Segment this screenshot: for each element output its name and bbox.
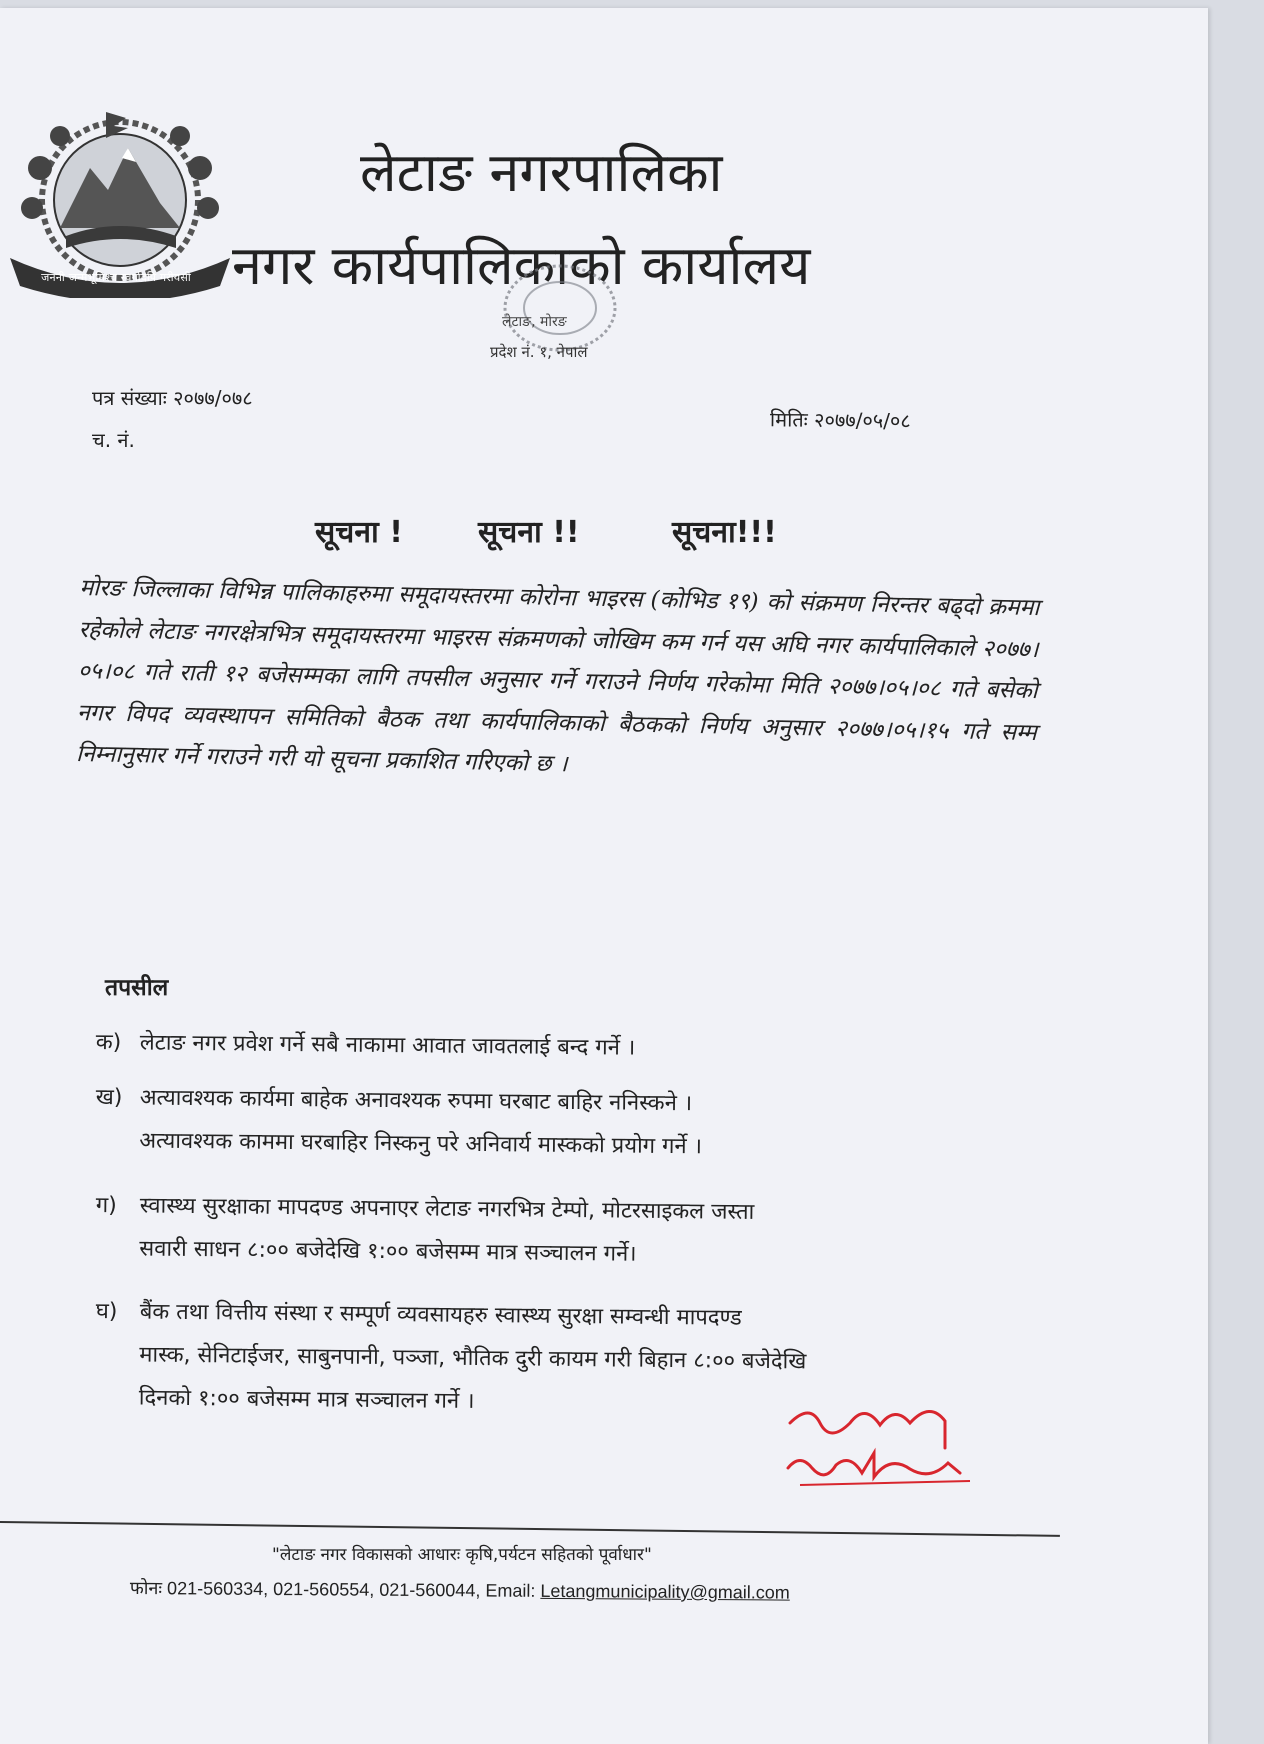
- list-item: [95, 1184, 1016, 1280]
- phone-numbers: 021-560334, 021-560554, 021-560044,: [167, 1578, 481, 1601]
- address-line-district: लेटाङ, मोरङ: [502, 314, 567, 330]
- chalani-number: च. नं.: [92, 428, 135, 452]
- notice-heading-1: सूचना !: [315, 515, 403, 550]
- list-marker: ख): [95, 1084, 123, 1111]
- phone-label: फोनः: [129, 1578, 163, 1599]
- list-item-text: मास्क, सेनिटाईजर, साबुनपानी, पञ्जा, भौतिक दुरी कायम गरी बिहान ८:०० बजेदेखि: [139, 1342, 807, 1375]
- list-item-text: अत्यावश्यक कार्यमा बाहेक अनावश्यक रुपमा घरबाट बाहिर ननिस्कने ।: [139, 1085, 693, 1117]
- letter-date: मितिः २०७७/०५/०८: [769, 407, 911, 433]
- list-item-text: लेटाङ नगर प्रवेश गर्ने सबै नाकामा आवात जावतलाई बन्द गर्ने ।: [139, 1030, 636, 1061]
- municipality-title: लेटाङ नगरपालिका: [360, 141, 723, 204]
- footer-contact: [130, 1576, 790, 1605]
- list-marker: घ): [95, 1298, 118, 1325]
- letter-number: पत्र संख्याः २०७७/०७८: [92, 386, 253, 410]
- list-item-text: दिनको १:०० बजेसम्म मात्र सञ्चालन गर्ने ।: [138, 1385, 475, 1414]
- list-item: [95, 1076, 1016, 1172]
- handwritten-signature-icon: [770, 1393, 980, 1503]
- notice-heading-2: सूचना !!: [478, 515, 580, 550]
- list-marker: ग): [95, 1192, 117, 1219]
- email-link[interactable]: Letangmunicipality@gmail.com: [540, 1580, 790, 1603]
- list-item-text: सवारी साधन ८:०० बजेदेखि १:०० बजेसम्म मात्र सञ्चालन गर्ने।: [139, 1236, 637, 1267]
- address-line-province: प्रदेश नं. १, नेपाल: [490, 343, 588, 361]
- emblem-motto: जननी जन्मभूमिश्च स्वर्गादपि गरीयसी: [41, 271, 191, 284]
- email-label: Email:: [485, 1580, 536, 1601]
- notice-body: मोरङ जिल्लाका विभिन्न पालिकाहरुमा समूदायस्तरमा कोरोना भाइरस (कोभिड १९) को संक्रमण निरन्तर बढ्दो क्रममा रहेकोले लेटाङ नगरक्षेत्रभित्र समूदायस्तरमा भाइरस संक्रमणको जोखिम कम गर्न यस अघि नगर कार्यपालिकाले २०७७।०५।०८ गते राती १२ बजेसम्मका लागि तपसील अनुसार गर्ने गराउने निर्णय गरेकोमा मिति २०७७।०५।०८ गते बसेको नगर विपद व्यवस्थापन समितिको बैठक तथा कार्यपालिकाको बैठकको निर्णय अनुसार २०७७।०५।१५ गते सम्म निम्नानुसार गर्ने गराउने गरी यो सूचना प्रकाशित गरिएको छ ।: [75, 574, 1040, 778]
- list-marker: क): [95, 1029, 122, 1056]
- footer-slogan: "लेटाङ नगर विकासको आधारः कृषि,पर्यटन सहितको पूर्वाधार": [272, 1545, 652, 1565]
- list-item-text: बैंक तथा वित्तीय संस्था र सम्पूर्ण व्यवसायहरु स्वास्थ्य सुरक्षा सम्वन्धी मापदण्ड: [139, 1299, 742, 1331]
- list-item-text: अत्यावश्यक काममा घरबाहिर निस्कनु परे अनिवार्य मास्कको प्रयोग गर्ने ।: [139, 1128, 703, 1160]
- office-title: नगर कार्यपालिकाको कार्यालय: [232, 234, 811, 297]
- list-item: [96, 1021, 1016, 1074]
- notice-heading-3: सूचना!!!: [672, 515, 777, 550]
- list-item-text: स्वास्थ्य सुरक्षाका मापदण्ड अपनाएर लेटाङ नगरभित्र टेम्पो, मोटरसाइकल जस्ता: [139, 1193, 755, 1225]
- letter-page: [0, 8, 1208, 1744]
- details-heading: तपसील: [105, 975, 169, 1001]
- footer-divider: [0, 1521, 1060, 1537]
